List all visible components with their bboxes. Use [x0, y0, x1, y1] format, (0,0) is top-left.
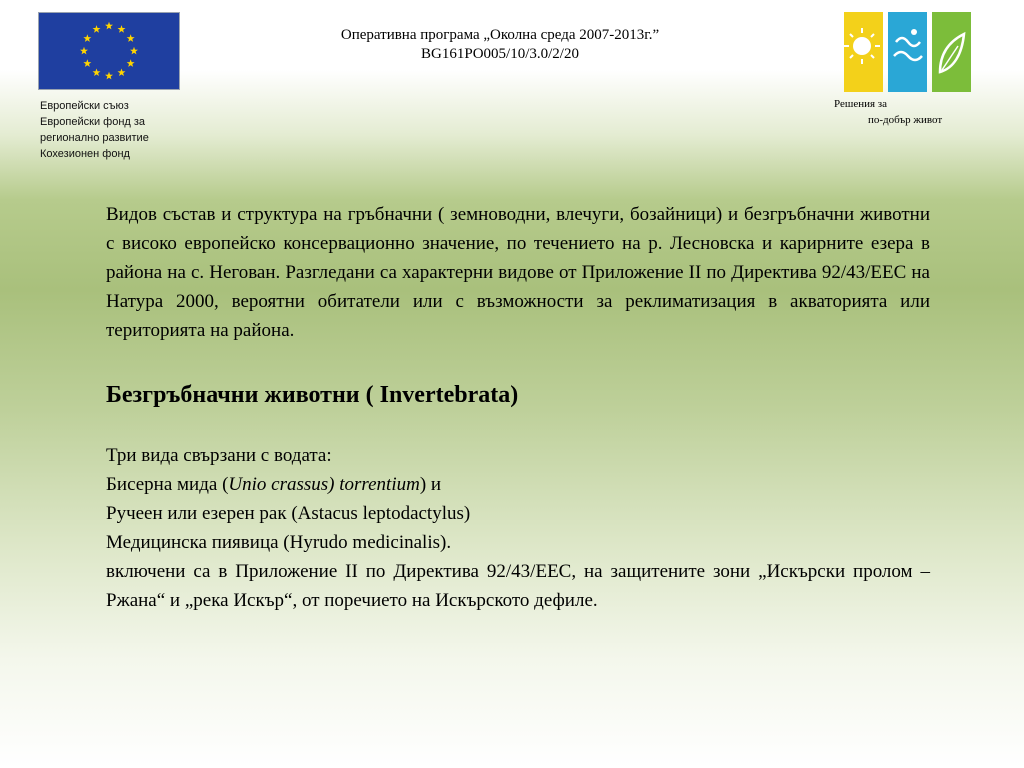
tagline-line-1: Решения за	[834, 98, 888, 110]
logo-tagline	[800, 96, 970, 128]
species-name: Бисерна мида (	[106, 474, 229, 495]
section-heading	[106, 379, 930, 411]
tagline-line-2: по-добър живот	[868, 114, 943, 126]
water-icon	[888, 12, 927, 92]
closing-paragraph: включени са в Приложение II по Директива 92/43/ЕЕС, на защитените зони „Искърски пролом – Ржана“ и „река Искър“, от поречието на Искърското дефиле.	[106, 561, 930, 611]
eu-flag-logo	[38, 12, 180, 90]
species-suffix: ) и	[419, 474, 442, 495]
heading-close: )	[510, 382, 519, 408]
eu-label-cohesion: Кохезионен фонд	[40, 148, 130, 160]
heading-latin: Invertebrata	[379, 382, 511, 408]
leaf-icon	[932, 12, 971, 92]
sun-icon	[844, 12, 883, 92]
program-code: BG161PO005/10/3.0/2/20	[421, 46, 579, 62]
species-item-pearl-mussel	[106, 470, 930, 499]
species-item-crayfish: Ручеен или езерен рак (Astacus leptodactylus)	[106, 503, 471, 524]
environment-program-logo	[844, 12, 971, 92]
program-title	[300, 26, 700, 64]
species-latin-name: Unio crassus) torrentium	[228, 474, 420, 495]
eu-label-union: Европейски съюз	[40, 100, 129, 112]
heading-text: Безгръбначни животни (	[106, 382, 380, 408]
eu-label-regional: регионално развитие	[40, 132, 149, 144]
eu-flag-icon	[39, 13, 179, 89]
program-name: Оперативна програма „Околна среда 2007-2013г.”	[340, 27, 660, 43]
species-list	[106, 441, 930, 615]
main-content	[106, 200, 930, 615]
eu-label-fund: Европейски фонд за	[40, 116, 146, 128]
intro-paragraph: Видов състав и структура на гръбначни ( земноводни, влечуги, бозайници) и безгръбначни животни с високо европейско консервационно значение, по течението на р. Лесновска и карирните езера в района на с. Негован. Разгледани са характерни видове от Приложение II по Директива 92/43/ЕЕС на Натура 2000, вероятни обитатели или с възможности за реклиматизация в акваторията или територията на района.	[106, 204, 930, 341]
species-item-leech: Медицинска пиявица (Hyrudo medicinalis).	[106, 532, 452, 553]
species-intro: Три вида свързани с водата:	[106, 445, 332, 466]
eu-funding-labels	[40, 98, 149, 162]
